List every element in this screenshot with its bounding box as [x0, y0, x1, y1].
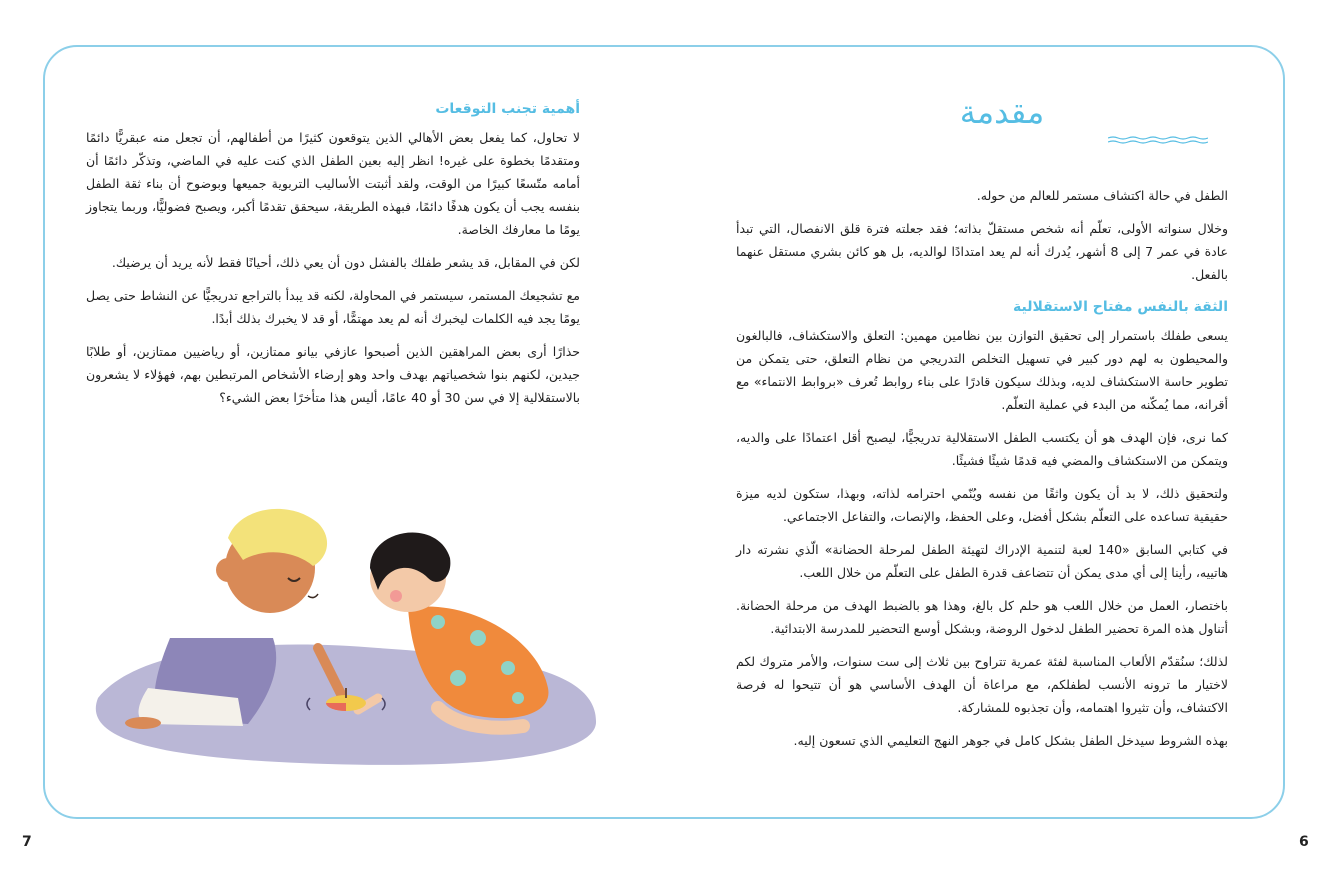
right-page-column: [736, 92, 1228, 762]
body-paragraph: لا تحاول، كما يفعل بعض الأهالي الذين يتوقعون كثيرًا من أطفالهم، أن تجعل منه عبقريًّا دائمًا ومتقدمًا بخطوة على غيره! انظر إليه بعين الطفل الذي كنت عليه في الماضي، وتذكّر دائمًا أن أمامه متّسعًا كبيرًا من الوقت، ولقد أثبتت الأساليب التربوية جميعها وبوضوح أن بناء ثقة الطفل بنفسه يجب أن يكون هدفًا دائمًا، فبهذه الطريقة، سيحقق تقدمًا أكبر، ويصبح فضوليًّا، وربما يتجاوز يومًا ما معارفك الخاصة.: [86, 130, 580, 237]
body-paragraph: بهذه الشروط سيدخل الطفل بشكل كامل في جوهر النهج التعليمي الذي تسعون إليه.: [793, 733, 1228, 748]
left-page-column: [86, 92, 580, 419]
intro-paragraph: الطفل في حالة اكتشاف مستمر للعالم من حوله.: [976, 188, 1228, 203]
body-paragraph: يسعى طفلك باستمرار إلى تحقيق التوازن بين نظامين مهمين: التعلق والاستكشاف، فالبالغون والمحيطون به لهم دور كبير في تسهيل التخلص التدريجي من نظام التعلق، حتى يتمكن من تطوير حاسة الاستكشاف لديه، وبذلك سيكون قادرًا على بناء روابط تُعرف «بروابط الانتماء» مع أقرانه، مما يُمكّنه من البدء في عملية التعلّم.: [736, 328, 1228, 412]
page-number-left: 7: [22, 834, 32, 850]
section-heading: الثقة بالنفس مفتاح الاستقلالية: [1013, 299, 1228, 315]
intro-paragraph: وخلال سنواته الأولى، تعلّم أنه شخص مستقلّ بذاته؛ فقد جعلته فترة قلق الانفصال، التي تبدأ عادة في عمر 7 إلى 8 أشهر، يُدرك أنه لم يعد امتدادًا لوالديه، بل هو كائن بشري مستقل عنهما بالفعل.: [736, 221, 1229, 282]
body-paragraph: لذلك؛ سنُقدّم الألعاب المناسبة لفئة عمرية تتراوح بين ثلاث إلى ست سنوات، والأمر متروك لكم لاختيار ما ترونه الأنسب لطفلكم، مع مراعاة أن الهدف الأساسي هو أن تتيحوا له فرصة الاكتشاف، وأن تثيروا اهتمامه، وأن تجذبوه للمشاركة.: [736, 654, 1228, 715]
body-paragraph: لكن في المقابل، قد يشعر طفلك بالفشل دون أن يعي ذلك، أحيانًا فقط لأنه يريد أن يرضيك.: [111, 255, 580, 270]
body-paragraph: حذارًا أرى بعض المراهقين الذين أصبحوا عازفي بيانو ممتازين، أو رياضيين ممتازين، أو طلابًا جيدين، لكنهم بنوا شخصياتهم بهدف واحد وهو إرضاء الأشخاص المرتبطين بهم، فهؤلاء لا يشعرون بالاستقلالية إلا في سن 30 أو 40 عامًا، أليس هذا متأخرًا بعض الشيء؟: [86, 344, 580, 405]
page-number-right: 6: [1299, 834, 1309, 850]
body-paragraph: كما نرى، فإن الهدف هو أن يكتسب الطفل الاستقلالية تدريجيًّا، ليصبح أقل اعتمادًا على والديه، ويتمكن من الاستكشاف والمضي فيه قدمًا شيئًا فشيئًا.: [736, 430, 1228, 468]
children-spinning-top-illustration: [78, 498, 600, 770]
body-paragraph: باختصار، العمل من خلال اللعب هو حلم كل بالغ، وهذا هو بالضبط الهدف من مرحلة الحضانة. أتناول هذه المرة تحضير الطفل لدخول الروضة، وبشكل أوسع التحضير للمدرسة الابتدائية.: [736, 598, 1228, 636]
title-underline-decoration: [1108, 136, 1208, 144]
body-paragraph: في كتابي السابق «140 لعبة لتنمية الإدراك لتهيئة الطفل لمرحلة الحضانة» الّذي نشرته دار هاتييه، رأينا إلى أي مدى يمكن أن تتضاعف قدرة الطفل على التعلّم من خلال اللعب.: [736, 542, 1228, 580]
body-paragraph: ولتحقيق ذلك، لا بد أن يكون واثقًا من نفسه ويُنّمي احترامه لذاته، وبهذا، ستكون لديه ميزة حقيقية تساعده على التعلّم بشكل أفضل، وعلى الحفظ، والإنصات، والتفاعل الاجتماعي.: [736, 486, 1228, 524]
body-paragraph: مع تشجيعك المستمر، سيستمر في المحاولة، لكنه قد يبدأ بالتراجع تدريجيًّا عن النشاط حتى يصل يومًا يجد فيه الكلمات ليخبرك أنه لم يعد مهتمًّا، أو قد لا يخبرك بذلك أبدًا.: [86, 288, 580, 326]
section-heading: أهمية تجنب التوقعات: [435, 101, 580, 117]
page-title: مقدمة: [959, 93, 1045, 131]
